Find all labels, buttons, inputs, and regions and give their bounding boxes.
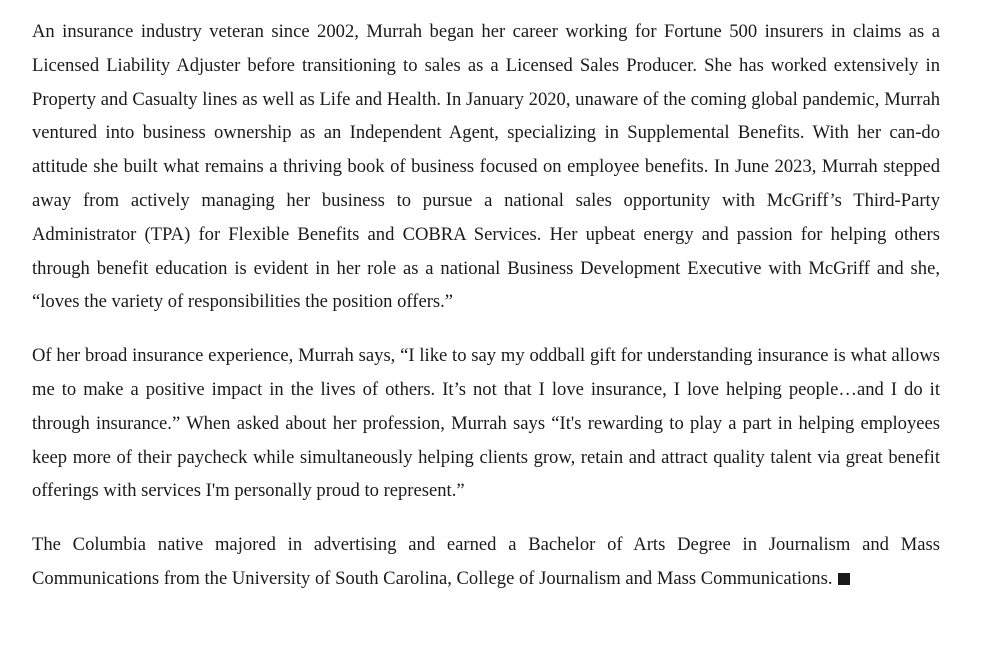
paragraph-career — [32, 15, 940, 319]
article-body — [32, 15, 940, 616]
paragraph-education — [32, 528, 940, 596]
paragraph-experience-quote — [32, 339, 940, 508]
paragraph-education-text: The Columbia native majored in advertising and earned a Bachelor of Arts Degree in Journalism and Mass Communications from the University of South Carolina, College of Journalism and Mass Communications. — [32, 534, 940, 589]
end-of-article-square-icon — [838, 573, 850, 585]
paragraph-career-text: An insurance industry veteran since 2002, Murrah began her career working for Fortune 500 insurers in claims as a Licensed Liability Adjuster before transitioning to sales as a Licensed Sales Producer. She has worked extensively in Property and Casualty lines as well as Life and Health. In January 2020, unaware of the coming global pandemic, Murrah ventured into business ownership as an Independent Agent, specializing in Supplemental Benefits. With her can-do attitude she built what remains a thriving book of business focused on employee benefits. In June 2023, Murrah stepped away from actively managing her business to pursue a national sales opportunity with McGriff’s Third-Party Administrator (TPA) for Flexible Benefits and COBRA Services. Her upbeat energy and passion for helping others through benefit education is evident in her role as a national Business Development Executive with McGriff and she, “loves the variety of responsibilities the position offers.” — [32, 21, 940, 313]
paragraph-experience-text: Of her broad insurance experience, Murrah says, “I like to say my oddball gift for understanding insurance is what allows me to make a positive impact in the lives of others. It’s not that I love insurance, I love helping people…and I do it through insurance.” When asked about her profession, Murrah says “It's rewarding to play a part in helping employees keep more of their paycheck while simultaneously helping clients grow, retain and attract quality talent via great benefit offerings with services I'm personally proud to represent.” — [32, 345, 940, 502]
